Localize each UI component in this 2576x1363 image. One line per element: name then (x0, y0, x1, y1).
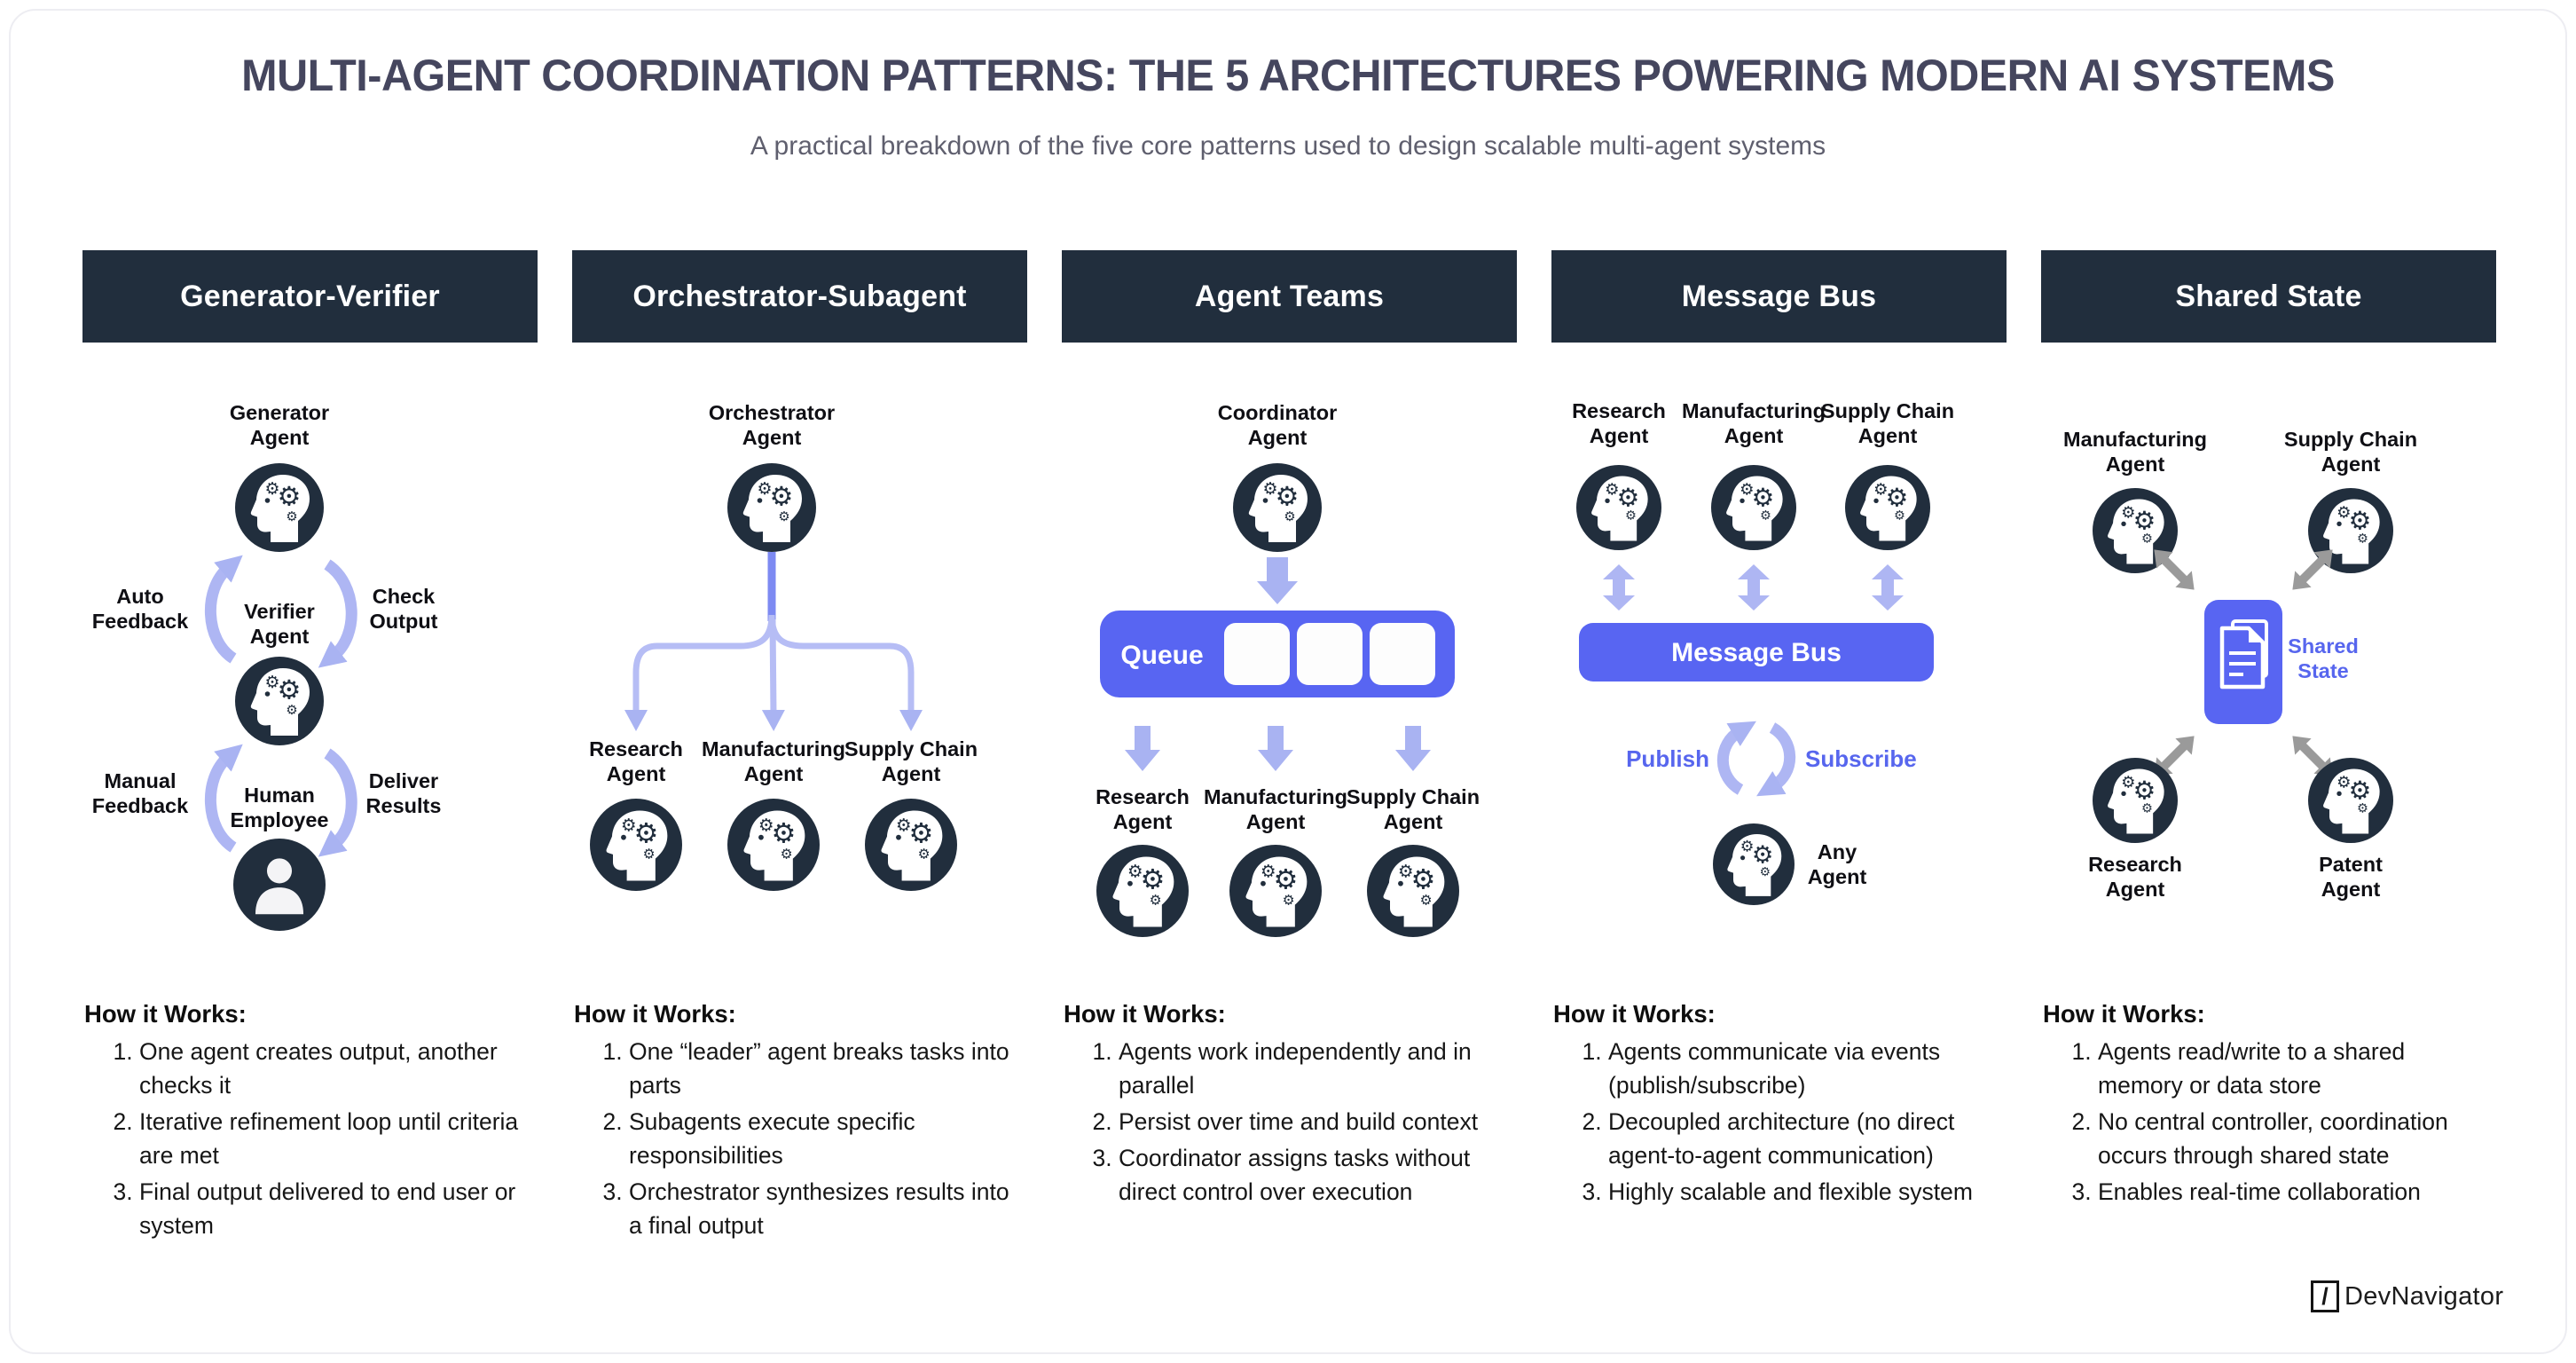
brand-logo (2311, 1280, 2503, 1312)
supply-chain-agent-label: Supply Chain (1346, 785, 1480, 808)
patent-agent-label: Patent (2319, 853, 2383, 876)
column-header: Generator-Verifier (82, 250, 538, 343)
queue-slot (1224, 623, 1290, 685)
manual-feedback-label: Manual (104, 769, 177, 792)
orchestrator-subagent-diagram (572, 346, 1027, 976)
step: 2. No central controller, coordination occurs through shared state (2098, 1105, 2491, 1172)
research-agent-label: Research (1572, 399, 1666, 422)
step: 1. Agents read/write to a shared memory or data store (2098, 1035, 2491, 1102)
publish-label: Publish (1626, 745, 1709, 772)
step: 2. Persist over time and build context (1119, 1105, 1512, 1138)
manufacturing-agent-label: Manufacturing (702, 737, 845, 760)
queue-label: Queue (1120, 641, 1204, 670)
how-it-works-heading: How it Works: (1064, 1000, 1226, 1028)
supply-chain-agent-label: Agent (881, 762, 941, 785)
research-agent-icon (2093, 758, 2178, 843)
deliver-results-label: Deliver (368, 769, 439, 792)
message-bus-bar-label: Message Bus (1671, 638, 1842, 667)
research-agent-label: Research (589, 737, 683, 760)
generator-agent-icon (235, 463, 324, 552)
manufacturing-agent-label: Manufacturing (1204, 785, 1347, 808)
supply-chain-agent-label: Agent (1857, 424, 1918, 447)
bidirectional-arrow (2284, 541, 2341, 598)
column-header: Orchestrator-Subagent (572, 250, 1027, 343)
deliver-results-arrow (327, 753, 351, 845)
queue-to-agent-arrows (1125, 726, 1431, 771)
how-it-works-section (2043, 1000, 2491, 1211)
verifier-agent-label: Verifier (244, 600, 315, 623)
coordinator-agent-label: Coordinator (1217, 401, 1338, 424)
branch-arrow-left (636, 615, 772, 715)
verifier-agent-label: Agent (249, 625, 310, 648)
manufacturing-agent-label: Agent (1245, 810, 1306, 833)
how-it-works-section (84, 1000, 532, 1245)
brand-name: DevNavigator (2344, 1281, 2504, 1311)
shared-state-label: Shared (2288, 634, 2359, 658)
check-output-arrow (327, 564, 351, 656)
supply-chain-agent-label: Agent (1383, 810, 1443, 833)
subscribe-label: Subscribe (1805, 745, 1917, 772)
subscribe-cycle-arrow (1772, 728, 1790, 786)
manufacturing-agent-icon (1229, 845, 1322, 937)
queue-slot (1370, 623, 1435, 685)
coordinator-agent-icon (1233, 463, 1322, 552)
step: 3. Coordinator assigns tasks without direct control over execution (1119, 1141, 1512, 1209)
supply-chain-agent-label: Supply Chain (2283, 428, 2418, 451)
check-output-label: Check (372, 585, 436, 608)
manual-feedback-arrow (210, 757, 233, 847)
shared-state-diagram (2041, 346, 2496, 976)
step: 3. Orchestrator synthesizes results into a final output (629, 1175, 1022, 1242)
column-header: Shared State (2041, 250, 2496, 343)
how-it-works-heading: How it Works: (1553, 1000, 1716, 1028)
bidirectional-arrow (1738, 564, 1770, 611)
research-agent-icon (1096, 845, 1189, 937)
generator-agent-label: Generator (229, 401, 330, 424)
how-it-works-section (574, 1000, 1022, 1245)
step: 3. Enables real-time collaboration (2098, 1175, 2491, 1209)
research-agent-label: Agent (1112, 810, 1173, 833)
queue-slot (1297, 623, 1363, 685)
manufacturing-agent-label: Manufacturing (2063, 428, 2207, 451)
supply-chain-agent-label: Supply Chain (1820, 399, 1955, 422)
auto-feedback-arrow (210, 568, 233, 658)
how-it-works-heading: How it Works: (574, 1000, 736, 1028)
column-header: Message Bus (1551, 250, 2007, 343)
research-agent-label: Research (2088, 853, 2182, 876)
research-agent-label: Agent (1589, 424, 1649, 447)
coordinator-agent-label: Agent (1247, 426, 1308, 449)
orchestrator-agent-icon (727, 463, 816, 552)
column-agent-teams (1062, 250, 1517, 1205)
research-agent-label: Agent (606, 762, 666, 785)
auto-feedback-label: Feedback (91, 610, 189, 633)
supply-chain-agent-label: Agent (2321, 453, 2381, 476)
step: 2. Decoupled architecture (no direct agent-to-agent communication) (1608, 1105, 2001, 1172)
research-agent-label: Agent (2105, 878, 2165, 901)
step: 1. One “leader” agent breaks tasks into parts (629, 1035, 1022, 1102)
manufacturing-agent-label: Agent (743, 762, 804, 785)
manufacturing-agent-icon (727, 799, 820, 891)
column-generator-verifier (82, 250, 538, 1239)
step: 3. Highly scalable and flexible system (1608, 1175, 2001, 1209)
orchestrator-agent-label: Agent (742, 426, 802, 449)
column-orchestrator-subagent (572, 250, 1027, 1239)
human-employee-label: Human (244, 784, 315, 807)
deliver-results-label: Results (365, 794, 442, 817)
generator-verifier-diagram (82, 346, 538, 976)
how-it-works-heading: How it Works: (84, 1000, 247, 1028)
research-agent-icon (1576, 465, 1661, 550)
manufacturing-agent-label: Agent (1724, 424, 1784, 447)
manual-feedback-label: Feedback (91, 794, 189, 817)
patent-agent-icon (2308, 758, 2393, 843)
branch-arrow-right (772, 615, 911, 715)
check-output-label: Output (369, 610, 438, 633)
verifier-agent-icon (235, 657, 324, 745)
page-title: MULTI-AGENT COORDINATION PATTERNS: THE 5 ARCHITECTURES POWERING MODERN AI SYSTEMS (241, 51, 2335, 100)
coordinator-to-queue-arrow (1257, 557, 1298, 604)
step: 2. Iterative refinement loop until criteria are met (139, 1105, 532, 1172)
manufacturing-agent-label: Agent (2105, 453, 2165, 476)
step: 2. Subagents execute specific responsibilities (629, 1105, 1022, 1172)
column-header: Agent Teams (1062, 250, 1517, 343)
step: 3. Final output delivered to end user or system (139, 1175, 532, 1242)
supply-chain-agent-icon (1845, 465, 1930, 550)
how-it-works-section (1553, 1000, 2001, 1211)
manufacturing-agent-label: Manufacturing (1682, 399, 1826, 422)
research-agent-icon (590, 799, 682, 891)
shared-state-label: State (2297, 659, 2349, 682)
auto-feedback-label: Auto (116, 585, 164, 608)
any-agent-icon (1713, 823, 1795, 905)
human-employee-label: Employee (230, 808, 329, 831)
slash-logo-icon: / (2311, 1280, 2339, 1312)
patent-agent-label: Agent (2321, 878, 2381, 901)
publish-cycle-arrow (1723, 731, 1740, 790)
page-subtitle: A practical breakdown of the five core patterns used to design scalable multi-agent systems (750, 131, 1826, 161)
agent-teams-diagram (1062, 346, 1517, 976)
research-agent-label: Research (1096, 785, 1190, 808)
supply-chain-agent-icon (1367, 845, 1459, 937)
bidirectional-arrow (1603, 564, 1635, 611)
any-agent-label: Any (1817, 840, 1857, 863)
supply-chain-agent-label: Supply Chain (844, 737, 978, 760)
supply-chain-agent-icon (865, 799, 957, 891)
how-it-works-heading: How it Works: (2043, 1000, 2205, 1028)
column-shared-state (2041, 250, 2496, 1205)
bidirectional-arrow (1872, 564, 1904, 611)
step: 1. Agents work independently and in parallel (1119, 1035, 1512, 1102)
bidirectional-arrow (2146, 541, 2203, 598)
how-it-works-section (1064, 1000, 1512, 1211)
column-message-bus (1551, 250, 2007, 1205)
any-agent-label: Agent (1807, 865, 1867, 888)
message-bus-diagram (1551, 346, 2007, 976)
generator-agent-label: Agent (249, 426, 310, 449)
manufacturing-agent-icon (1711, 465, 1796, 550)
orchestrator-agent-label: Orchestrator (708, 401, 836, 424)
step: 1. Agents communicate via events (publish/subscribe) (1608, 1035, 2001, 1102)
human-employee-icon (233, 839, 326, 931)
step: 1. One agent creates output, another checks it (139, 1035, 532, 1102)
